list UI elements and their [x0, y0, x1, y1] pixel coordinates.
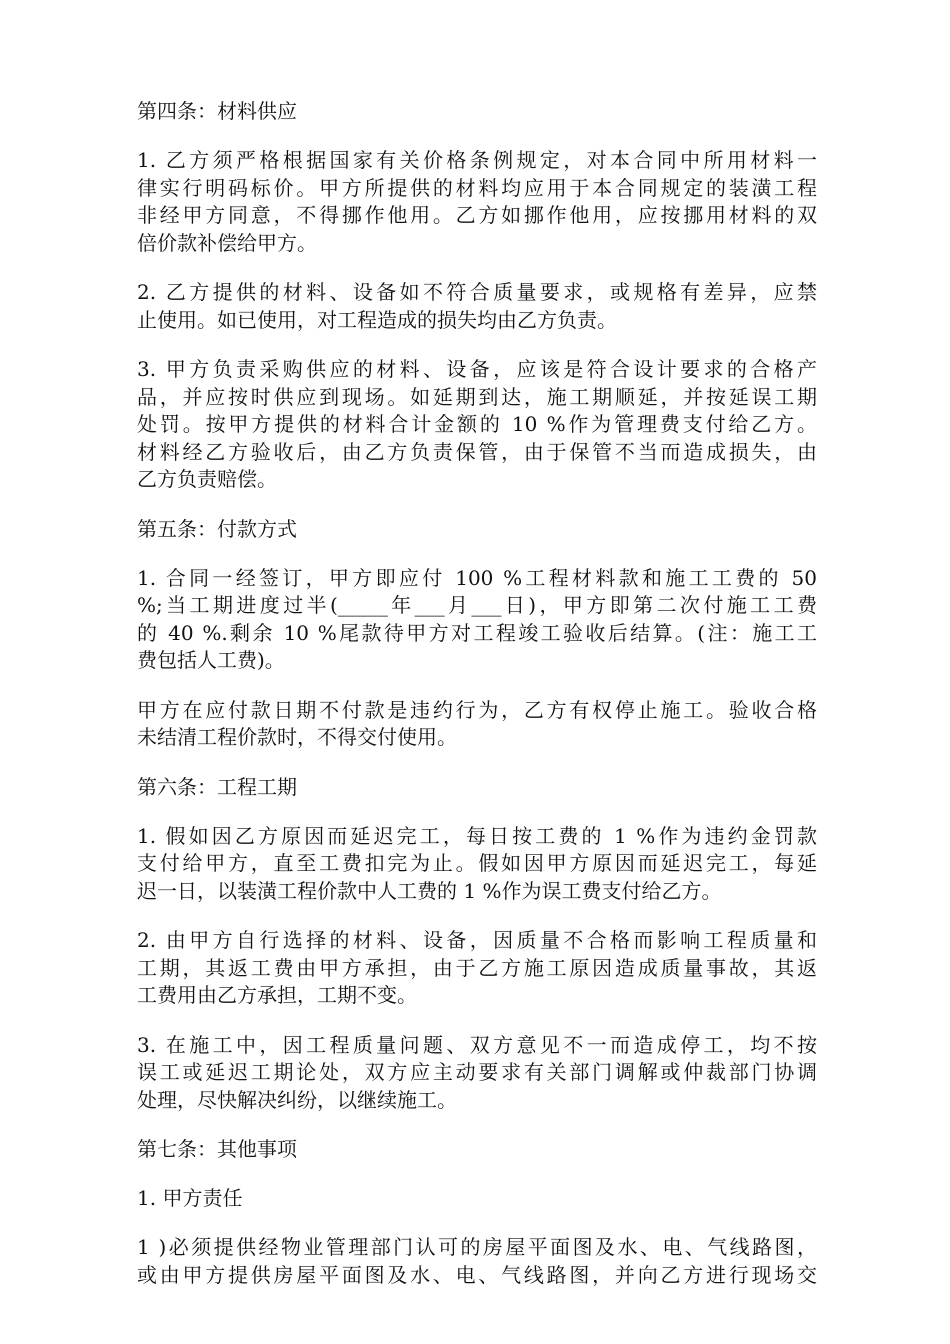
- document-page: [137, 98, 817, 1311]
- text-line: 处理，尽快解决纠纷，以继续施工。: [137, 1087, 457, 1112]
- article-4-clause-1: [137, 147, 817, 257]
- heading-text: 第六条：工程工期: [137, 774, 297, 799]
- text-line: 迟一日，以装潢工程价款中人工费的 1 %作为误工费支付给乙方。: [137, 878, 722, 903]
- text-line: 工费用由乙方承担，工期不变。: [137, 983, 417, 1007]
- article-4-heading: [137, 98, 817, 125]
- heading-text: 第四条：材料供应: [137, 99, 297, 123]
- text-line: 律实行明码标价。甲方所提供的材料均应用于本合同规定的装潢工程: [137, 175, 817, 200]
- heading-text: 第五条：付款方式: [137, 516, 297, 541]
- text-line: 2. 由甲方自行选择的材料、设备，因质量不合格而影响工程质量和: [137, 928, 817, 952]
- text-line: 误工或延迟工期论处，双方应主动要求有关部门调解或仲裁部门协调: [137, 1060, 817, 1084]
- party-a-responsibility-heading: [137, 1185, 817, 1212]
- text-line: 未结清工程价款时，不得交付使用。: [137, 725, 457, 749]
- article-4-clause-2: [137, 279, 817, 334]
- heading-text: 1. 甲方责任: [137, 1186, 243, 1210]
- party-a-item-1: [137, 1234, 817, 1289]
- text-line: 支付给甲方，直至工费扣完为止。假如因甲方原因而延迟完工，每延: [137, 851, 817, 875]
- text-line: 的 40 %.剩余 10 %尾款待甲方对工程竣工验收后结算。(注：施工工: [137, 620, 817, 645]
- text-line: 3. 在施工中，因工程质量问题、双方意见不一而造成停工，均不按: [137, 1032, 817, 1057]
- text-line: 甲方在应付款日期不付款是违约行为，乙方有权停止施工。验收合格: [137, 697, 817, 722]
- text-line: 2. 乙方提供的材料、设备如不符合质量要求，或规格有差异，应禁: [137, 280, 817, 304]
- text-line: 1 )必须提供经物业管理部门认可的房屋平面图及水、电、气线路图，: [137, 1235, 817, 1259]
- text-line: 1. 假如因乙方原因而延迟完工，每日按工费的 1 %作为违约金罚款: [137, 823, 817, 848]
- text-line: 3. 甲方负责采购供应的材料、设备，应该是符合设计要求的合格产: [137, 357, 817, 381]
- text-line: 费包括人工费)。: [137, 648, 285, 672]
- text-line: 倍价款补偿给甲方。: [137, 230, 317, 255]
- article-5-clause-1: [137, 565, 817, 675]
- article-6-heading: [137, 774, 817, 801]
- article-7-heading: [137, 1136, 817, 1163]
- article-5-heading: [137, 516, 817, 543]
- article-6-clause-1: [137, 823, 817, 906]
- text-line: 止使用。如已使用，对工程造成的损失均由乙方负责。: [137, 307, 617, 332]
- text-line: 1. 乙方须严格根据国家有关价格条例规定，对本合同中所用材料一: [137, 148, 817, 172]
- article-4-clause-3: [137, 356, 817, 494]
- article-5-paragraph-2: [137, 697, 817, 752]
- text-line: 1. 合同一经签订，甲方即应付 100 %工程材料款和施工工费的 50: [137, 565, 817, 590]
- text-line: 处罚。按甲方提供的材料合计金额的 10 %作为管理费支付给乙方。: [137, 412, 817, 436]
- text-line: %;当工期进度过半(_____年___月___日)，甲方即第二次付施工工费: [137, 593, 817, 617]
- article-6-clause-2: [137, 927, 817, 1010]
- heading-text: 第七条：其他事项: [137, 1137, 297, 1161]
- text-line: 工期，其返工费由甲方承担，由于乙方施工原因造成质量事故，其返: [137, 955, 817, 980]
- text-line: 或由甲方提供房屋平面图及水、电、气线路图，并向乙方进行现场交: [137, 1262, 817, 1287]
- article-6-clause-3: [137, 1032, 817, 1115]
- text-line: 品，并应按时供应到现场。如延期到达，施工期顺延，并按延误工期: [137, 384, 817, 409]
- text-line: 材料经乙方验收后，由乙方负责保管，由于保管不当而造成损失，由: [137, 439, 817, 464]
- text-line: 非经甲方同意，不得挪作他用。乙方如挪作他用，应按挪用材料的双: [137, 203, 817, 227]
- text-line: 乙方负责赔偿。: [137, 467, 277, 491]
